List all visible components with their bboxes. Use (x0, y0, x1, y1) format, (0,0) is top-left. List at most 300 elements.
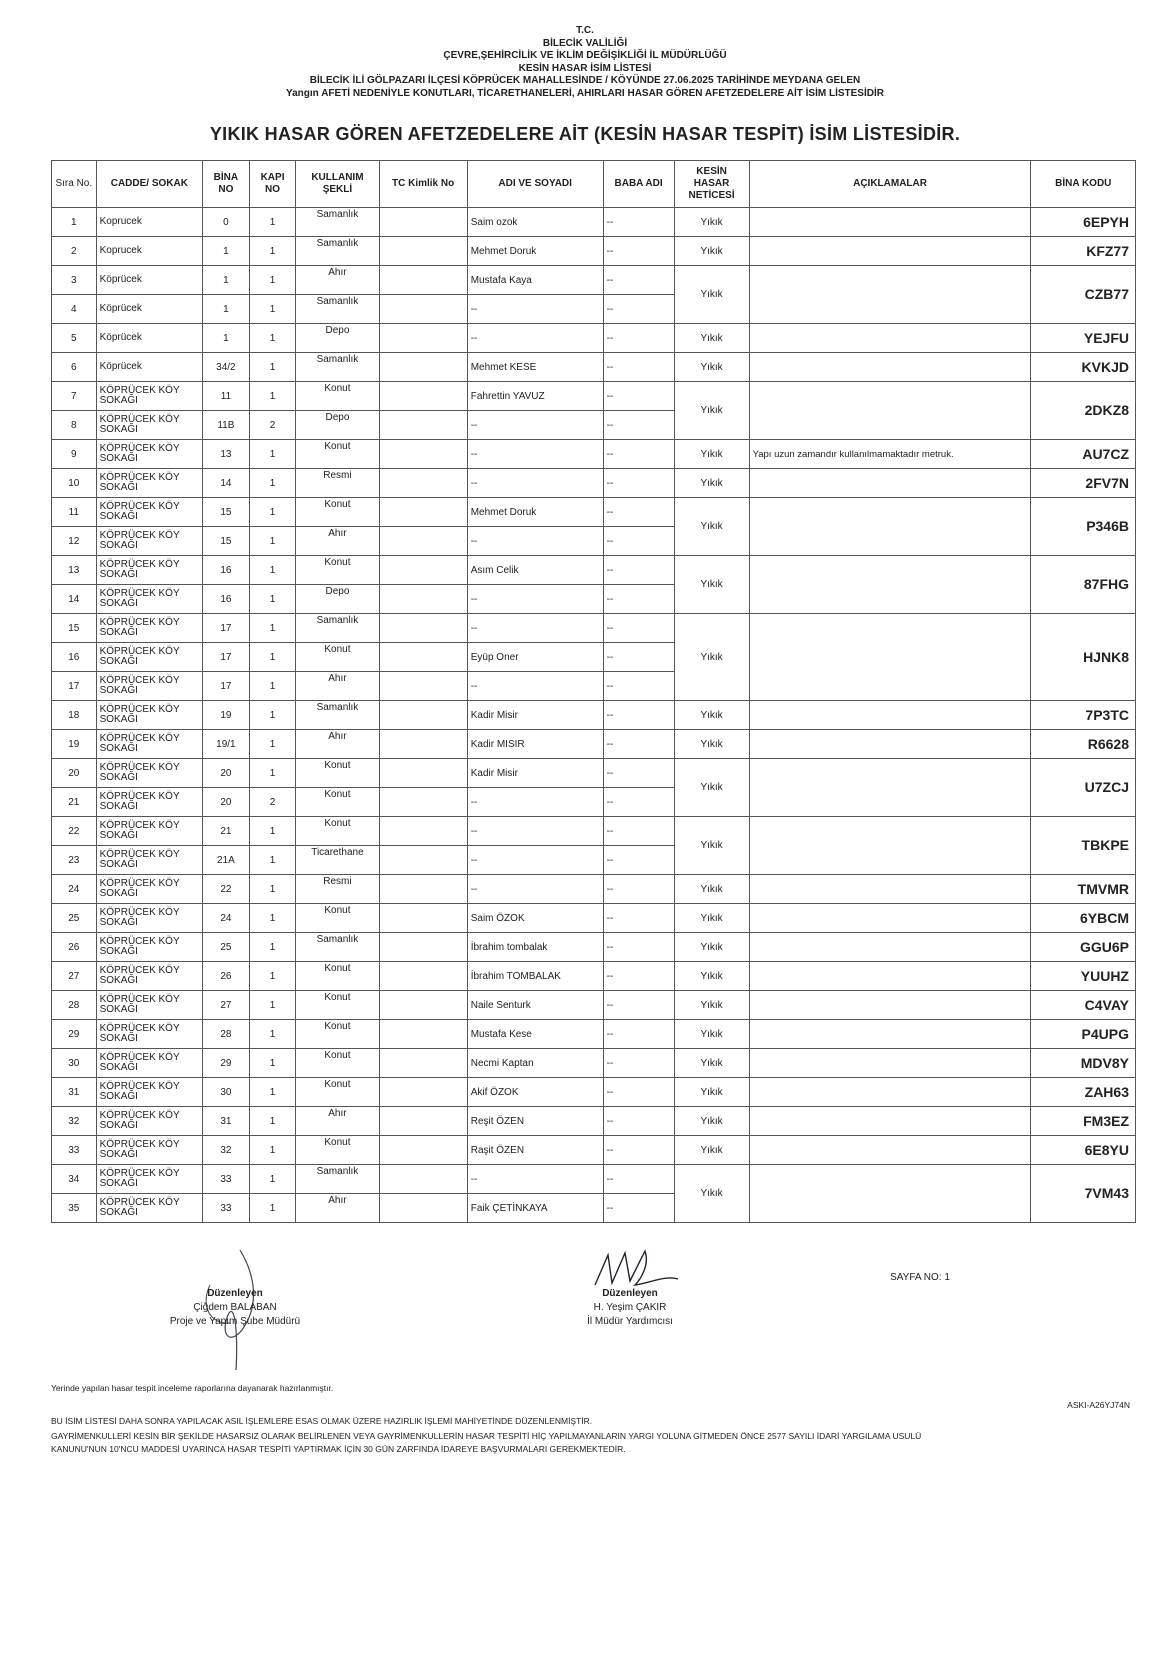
door-no-cell: 1 (249, 1107, 296, 1136)
row-number: 18 (52, 701, 97, 730)
street-cell: KÖPRÜCEK KÖY SOKAĞI (96, 672, 202, 701)
door-no-cell: 1 (249, 759, 296, 788)
table-row (52, 266, 1136, 295)
door-no-cell: 1 (249, 498, 296, 527)
header-line: ÇEVRE,ŞEHİRCİLİK VE İKLİM DEĞİŞİKLİĞİ İL MÜDÜRLÜĞÜ (443, 50, 727, 61)
signature-name: H. Yeşim ÇAKIR (593, 1302, 667, 1313)
description-cell (749, 991, 1031, 1020)
usage-cell: Depo (296, 411, 379, 440)
father-name-cell: -- (603, 208, 674, 237)
tc-id-cell (379, 817, 467, 846)
row-number: 19 (52, 730, 97, 759)
door-no-cell: 1 (249, 672, 296, 701)
document-title: YIKIK HASAR GÖREN AFETZEDELERE AİT (KESİN HASAR TESPİT) İSİM LİSTESİDİR. (209, 124, 961, 144)
usage-cell: Konut (296, 904, 379, 933)
street-cell: KÖPRÜCEK KÖY SOKAĞI (96, 498, 202, 527)
table-row (52, 962, 1136, 991)
result-cell: Yıkık (674, 1165, 749, 1223)
result-cell: Yıkık (674, 324, 749, 353)
street-cell: KÖPRÜCEK KÖY SOKAĞI (96, 527, 202, 556)
street-cell: KÖPRÜCEK KÖY SOKAĞI (96, 1107, 202, 1136)
door-no-cell: 1 (249, 991, 296, 1020)
header-line: BİLECİK İLİ GÖLPAZARI İLÇESİ KÖPRÜCEK MAHALLESİNDE / KÖYÜNDE 27.06.2025 TARİHİNDE MEYDANA GELEN (309, 75, 861, 86)
tc-id-cell (379, 730, 467, 759)
result-cell: Yıkık (674, 498, 749, 556)
table-row (52, 730, 1136, 759)
tc-id-cell (379, 585, 467, 614)
name-cell: Mustafa Kaya (467, 266, 603, 295)
father-name-cell: -- (603, 237, 674, 266)
usage-cell: Ahır (296, 1194, 379, 1223)
table-row (52, 1078, 1136, 1107)
tc-id-cell (379, 672, 467, 701)
father-name-cell: -- (603, 1078, 674, 1107)
signature-role: Düzenleyen (602, 1288, 658, 1299)
name-cell: -- (467, 527, 603, 556)
door-no-cell: 1 (249, 266, 296, 295)
name-cell: Fahrettin YAVUZ (467, 382, 603, 411)
result-cell: Yıkık (674, 904, 749, 933)
table-row (52, 875, 1136, 904)
building-code-cell: 7VM43 (1031, 1165, 1136, 1223)
row-number: 24 (52, 875, 97, 904)
col-kod: BİNA KODU (1031, 161, 1136, 208)
tc-id-cell (379, 643, 467, 672)
signature-role: Düzenleyen (207, 1288, 263, 1299)
footer-note: Yerinde yapılan hasar tespit inceleme raporlarına dayanarak hazırlanmıştır. (51, 1383, 334, 1393)
door-no-cell: 1 (249, 817, 296, 846)
usage-cell: Samanlık (296, 237, 379, 266)
building-code-cell: KVKJD (1031, 353, 1136, 382)
description-cell (749, 382, 1031, 440)
row-number: 31 (52, 1078, 97, 1107)
table-row (52, 933, 1136, 962)
street-cell: KÖPRÜCEK KÖY SOKAĞI (96, 1078, 202, 1107)
description-cell (749, 701, 1031, 730)
father-name-cell: -- (603, 643, 674, 672)
door-no-cell: 1 (249, 527, 296, 556)
signature-middle (545, 1287, 715, 1329)
table-row (52, 701, 1136, 730)
name-cell: Saim ÖZOK (467, 904, 603, 933)
name-cell: Faik ÇETİNKAYA (467, 1194, 603, 1223)
signature-scribble-middle (590, 1245, 680, 1290)
building-no-cell: 16 (203, 585, 250, 614)
tc-id-cell (379, 1107, 467, 1136)
usage-cell: Resmi (296, 875, 379, 904)
row-number: 21 (52, 788, 97, 817)
tc-id-cell (379, 614, 467, 643)
father-name-cell: -- (603, 498, 674, 527)
row-number: 14 (52, 585, 97, 614)
row-number: 11 (52, 498, 97, 527)
header-line: Yangın AFETİ NEDENİYLE KONUTLARI, TİCARETHANELERİ, AHIRLARI HASAR GÖREN AFETZEDELERE AİT İSİM LİSTESİDİR (286, 87, 884, 99)
usage-cell: Ahır (296, 730, 379, 759)
building-code-cell: TMVMR (1031, 875, 1136, 904)
table-row (52, 817, 1136, 846)
street-cell: KÖPRÜCEK KÖY SOKAĞI (96, 933, 202, 962)
building-code-cell: YEJFU (1031, 324, 1136, 353)
result-cell: Yıkık (674, 469, 749, 498)
name-cell: Raşit ÖZEN (467, 1136, 603, 1165)
father-name-cell: -- (603, 933, 674, 962)
description-cell (749, 324, 1031, 353)
row-number: 9 (52, 440, 97, 469)
damage-table (51, 160, 1136, 1223)
tc-id-cell (379, 991, 467, 1020)
street-cell: KÖPRÜCEK KÖY SOKAĞI (96, 788, 202, 817)
result-cell: Yıkık (674, 1107, 749, 1136)
building-no-cell: 1 (203, 324, 250, 353)
document-code: ASKI-A26YJ74N (1067, 1400, 1130, 1410)
name-cell: İbrahim tombalak (467, 933, 603, 962)
tc-id-cell (379, 266, 467, 295)
building-code-cell: R6628 (1031, 730, 1136, 759)
building-no-cell: 15 (203, 498, 250, 527)
row-number: 28 (52, 991, 97, 1020)
father-name-cell: -- (603, 324, 674, 353)
door-no-cell: 1 (249, 295, 296, 324)
door-no-cell: 1 (249, 1165, 296, 1194)
tc-id-cell (379, 788, 467, 817)
street-cell: KÖPRÜCEK KÖY SOKAĞI (96, 643, 202, 672)
tc-id-cell (379, 1049, 467, 1078)
building-code-cell: CZB77 (1031, 266, 1136, 324)
result-cell: Yıkık (674, 730, 749, 759)
usage-cell: Konut (296, 962, 379, 991)
street-cell: KÖPRÜCEK KÖY SOKAĞI (96, 1165, 202, 1194)
row-number: 12 (52, 527, 97, 556)
table-row (52, 1107, 1136, 1136)
row-number: 33 (52, 1136, 97, 1165)
description-cell (749, 469, 1031, 498)
building-code-cell: 6YBCM (1031, 904, 1136, 933)
building-no-cell: 32 (203, 1136, 250, 1165)
street-cell: KÖPRÜCEK KÖY SOKAĞI (96, 875, 202, 904)
street-cell: KÖPRÜCEK KÖY SOKAĞI (96, 759, 202, 788)
result-cell: Yıkık (674, 556, 749, 614)
table-row (52, 498, 1136, 527)
usage-cell: Konut (296, 1078, 379, 1107)
street-cell: KÖPRÜCEK KÖY SOKAĞI (96, 1136, 202, 1165)
name-cell: -- (467, 469, 603, 498)
name-cell: Kadir Misir (467, 759, 603, 788)
street-cell: Koprucek (96, 237, 202, 266)
description-cell (749, 1107, 1031, 1136)
building-no-cell: 26 (203, 962, 250, 991)
result-cell: Yıkık (674, 237, 749, 266)
description-cell (749, 1049, 1031, 1078)
usage-cell: Ahır (296, 527, 379, 556)
table-row (52, 1136, 1136, 1165)
result-cell: Yıkık (674, 382, 749, 440)
street-cell: KÖPRÜCEK KÖY SOKAĞI (96, 556, 202, 585)
disclaimer-line: BU İSİM LİSTESİ DAHA SONRA YAPILACAK ASIL İŞLEMLERE ESAS OLMAK ÜZERE HAZIRLIK İŞLEMİ MAHİYETİNDE DÜZENLENMİŞTİR. (51, 1416, 593, 1426)
street-cell: KÖPRÜCEK KÖY SOKAĞI (96, 991, 202, 1020)
col-ad: ADI VE SOYADI (467, 161, 603, 208)
name-cell: Akif ÖZOK (467, 1078, 603, 1107)
result-cell: Yıkık (674, 266, 749, 324)
usage-cell: Samanlık (296, 1165, 379, 1194)
building-no-cell: 30 (203, 1078, 250, 1107)
description-cell (749, 817, 1031, 875)
tc-id-cell (379, 498, 467, 527)
col-aciklama: AÇIKLAMALAR (749, 161, 1031, 208)
building-no-cell: 11B (203, 411, 250, 440)
table-row (52, 382, 1136, 411)
usage-cell: Samanlık (296, 353, 379, 382)
door-no-cell: 1 (249, 1194, 296, 1223)
usage-cell: Resmi (296, 469, 379, 498)
col-kapi: KAPI NO (249, 161, 296, 208)
building-code-cell: 2FV7N (1031, 469, 1136, 498)
building-code-cell: KFZ77 (1031, 237, 1136, 266)
building-no-cell: 21 (203, 817, 250, 846)
father-name-cell: -- (603, 614, 674, 643)
street-cell: KÖPRÜCEK KÖY SOKAĞI (96, 585, 202, 614)
building-no-cell: 34/2 (203, 353, 250, 382)
row-number: 29 (52, 1020, 97, 1049)
page-number: SAYFA NO: 1 (890, 1272, 950, 1283)
door-no-cell: 1 (249, 933, 296, 962)
description-cell (749, 1165, 1031, 1223)
name-cell: -- (467, 295, 603, 324)
building-no-cell: 29 (203, 1049, 250, 1078)
tc-id-cell (379, 527, 467, 556)
father-name-cell: -- (603, 353, 674, 382)
row-number: 4 (52, 295, 97, 324)
tc-id-cell (379, 933, 467, 962)
description-cell (749, 962, 1031, 991)
result-cell: Yıkık (674, 1136, 749, 1165)
street-cell: KÖPRÜCEK KÖY SOKAĞI (96, 846, 202, 875)
father-name-cell: -- (603, 556, 674, 585)
disclaimer-line: KANUNU'NUN 10'NCU MADDESİ UYARINCA HASAR TESPİTİ YAPTIRMAK İÇİN 30 GÜN ZARFINDA İDAREYE BAŞVURMALARI GEREKMEKTEDİR. (51, 1444, 626, 1454)
street-cell: KÖPRÜCEK KÖY SOKAĞI (96, 962, 202, 991)
tc-id-cell (379, 208, 467, 237)
door-no-cell: 1 (249, 875, 296, 904)
name-cell: -- (467, 1165, 603, 1194)
tc-id-cell (379, 382, 467, 411)
table-row (52, 353, 1136, 382)
result-cell: Yıkık (674, 1078, 749, 1107)
door-no-cell: 1 (249, 208, 296, 237)
description-cell (749, 904, 1031, 933)
usage-cell: Konut (296, 817, 379, 846)
building-no-cell: 21A (203, 846, 250, 875)
row-number: 6 (52, 353, 97, 382)
building-no-cell: 22 (203, 875, 250, 904)
description-cell (749, 875, 1031, 904)
door-no-cell: 1 (249, 440, 296, 469)
building-code-cell: U7ZCJ (1031, 759, 1136, 817)
building-code-cell: ZAH63 (1031, 1078, 1136, 1107)
signature-title: Proje ve Yapım Şube Müdürü (169, 1316, 301, 1327)
street-cell: Köprücek (96, 324, 202, 353)
description-cell (749, 1078, 1031, 1107)
name-cell: -- (467, 788, 603, 817)
col-kullanim: KULLANIM ŞEKLİ (296, 161, 379, 208)
row-number: 8 (52, 411, 97, 440)
usage-cell: Konut (296, 1049, 379, 1078)
name-cell: -- (467, 846, 603, 875)
street-cell: KÖPRÜCEK KÖY SOKAĞI (96, 411, 202, 440)
building-no-cell: 33 (203, 1194, 250, 1223)
tc-id-cell (379, 353, 467, 382)
building-code-cell: AU7CZ (1031, 440, 1136, 469)
row-number: 26 (52, 933, 97, 962)
name-cell: Naile Senturk (467, 991, 603, 1020)
building-code-cell: 6EPYH (1031, 208, 1136, 237)
row-number: 32 (52, 1107, 97, 1136)
description-cell (749, 498, 1031, 556)
building-no-cell: 19 (203, 701, 250, 730)
name-cell: Mustafa Kese (467, 1020, 603, 1049)
father-name-cell: -- (603, 469, 674, 498)
tc-id-cell (379, 411, 467, 440)
name-cell: -- (467, 324, 603, 353)
building-code-cell: FM3EZ (1031, 1107, 1136, 1136)
name-cell: Mehmet Doruk (467, 237, 603, 266)
usage-cell: Konut (296, 382, 379, 411)
street-cell: KÖPRÜCEK KÖY SOKAĞI (96, 1020, 202, 1049)
building-no-cell: 14 (203, 469, 250, 498)
father-name-cell: -- (603, 991, 674, 1020)
name-cell: -- (467, 875, 603, 904)
street-cell: KÖPRÜCEK KÖY SOKAĞI (96, 382, 202, 411)
tc-id-cell (379, 875, 467, 904)
building-code-cell: P4UPG (1031, 1020, 1136, 1049)
description-cell (749, 208, 1031, 237)
building-no-cell: 28 (203, 1020, 250, 1049)
building-code-cell: P346B (1031, 498, 1136, 556)
door-no-cell: 1 (249, 730, 296, 759)
table-header-row (52, 161, 1136, 208)
table-row (52, 991, 1136, 1020)
usage-cell: Konut (296, 440, 379, 469)
father-name-cell: -- (603, 730, 674, 759)
row-number: 23 (52, 846, 97, 875)
tc-id-cell (379, 295, 467, 324)
name-cell: Kadir Misir (467, 701, 603, 730)
door-no-cell: 1 (249, 556, 296, 585)
row-number: 34 (52, 1165, 97, 1194)
usage-cell: Samanlık (296, 208, 379, 237)
street-cell: Köprücek (96, 353, 202, 382)
building-no-cell: 1 (203, 237, 250, 266)
door-no-cell: 1 (249, 904, 296, 933)
name-cell: -- (467, 585, 603, 614)
building-no-cell: 15 (203, 527, 250, 556)
description-cell (749, 1136, 1031, 1165)
father-name-cell: -- (603, 672, 674, 701)
header-line: T.C. (576, 25, 594, 36)
father-name-cell: -- (603, 440, 674, 469)
building-no-cell: 16 (203, 556, 250, 585)
door-no-cell: 1 (249, 1020, 296, 1049)
table-row (52, 237, 1136, 266)
usage-cell: Konut (296, 1136, 379, 1165)
tc-id-cell (379, 701, 467, 730)
result-cell: Yıkık (674, 933, 749, 962)
description-cell (749, 614, 1031, 701)
father-name-cell: -- (603, 295, 674, 324)
door-no-cell: 1 (249, 585, 296, 614)
row-number: 15 (52, 614, 97, 643)
disclaimer-line: GAYRİMENKULLERİ KESİN BİR ŞEKİLDE HASARSIZ OLARAK BELİRLENEN VEYA GAYRİMENKULLERİN HASAR TESPİTİ HİÇ YAPILMAYANLARIN YARGI YOLUNA GİTMEDEN ÖNCE 2577 SAYILI İDARİ YARGILAMA USULÜ (51, 1431, 922, 1441)
building-no-cell: 17 (203, 643, 250, 672)
signature-name: Çiğdem BALABAN (193, 1302, 277, 1313)
col-cadde: CADDE/ SOKAK (96, 161, 202, 208)
usage-cell: Samanlık (296, 933, 379, 962)
tc-id-cell (379, 904, 467, 933)
name-cell: Necmi Kaptan (467, 1049, 603, 1078)
door-no-cell: 1 (249, 469, 296, 498)
building-code-cell: HJNK8 (1031, 614, 1136, 701)
row-number: 3 (52, 266, 97, 295)
building-no-cell: 33 (203, 1165, 250, 1194)
building-code-cell: 87FHG (1031, 556, 1136, 614)
tc-id-cell (379, 962, 467, 991)
tc-id-cell (379, 469, 467, 498)
street-cell: KÖPRÜCEK KÖY SOKAĞI (96, 904, 202, 933)
row-number: 22 (52, 817, 97, 846)
street-cell: Koprucek (96, 208, 202, 237)
row-number: 27 (52, 962, 97, 991)
building-no-cell: 31 (203, 1107, 250, 1136)
father-name-cell: -- (603, 1136, 674, 1165)
header-line: KESİN HASAR İSİM LİSTESİ (518, 62, 652, 74)
tc-id-cell (379, 237, 467, 266)
father-name-cell: -- (603, 266, 674, 295)
tc-id-cell (379, 846, 467, 875)
header-line: BİLECİK VALİLİĞİ (542, 37, 628, 49)
result-cell: Yıkık (674, 991, 749, 1020)
name-cell: Kadir MISIR (467, 730, 603, 759)
row-number: 20 (52, 759, 97, 788)
name-cell: Mehmet Doruk (467, 498, 603, 527)
usage-cell: Konut (296, 498, 379, 527)
result-cell: Yıkık (674, 440, 749, 469)
name-cell: Reşit ÖZEN (467, 1107, 603, 1136)
row-number: 1 (52, 208, 97, 237)
street-cell: KÖPRÜCEK KÖY SOKAĞI (96, 440, 202, 469)
building-no-cell: 20 (203, 759, 250, 788)
row-number: 7 (52, 382, 97, 411)
result-cell: Yıkık (674, 1049, 749, 1078)
row-number: 35 (52, 1194, 97, 1223)
result-cell: Yıkık (674, 962, 749, 991)
father-name-cell: -- (603, 1049, 674, 1078)
description-cell (749, 730, 1031, 759)
table-row (52, 1049, 1136, 1078)
name-cell: Mehmet KESE (467, 353, 603, 382)
header-block (0, 25, 1170, 100)
street-cell: Köprücek (96, 266, 202, 295)
street-cell: KÖPRÜCEK KÖY SOKAĞI (96, 817, 202, 846)
table-row (52, 614, 1136, 643)
building-code-cell: GGU6P (1031, 933, 1136, 962)
building-code-cell: MDV8Y (1031, 1049, 1136, 1078)
building-no-cell: 11 (203, 382, 250, 411)
result-cell: Yıkık (674, 1020, 749, 1049)
name-cell: -- (467, 672, 603, 701)
table-row (52, 759, 1136, 788)
father-name-cell: -- (603, 962, 674, 991)
usage-cell: Samanlık (296, 614, 379, 643)
result-cell: Yıkık (674, 759, 749, 817)
street-cell: KÖPRÜCEK KÖY SOKAĞI (96, 1049, 202, 1078)
